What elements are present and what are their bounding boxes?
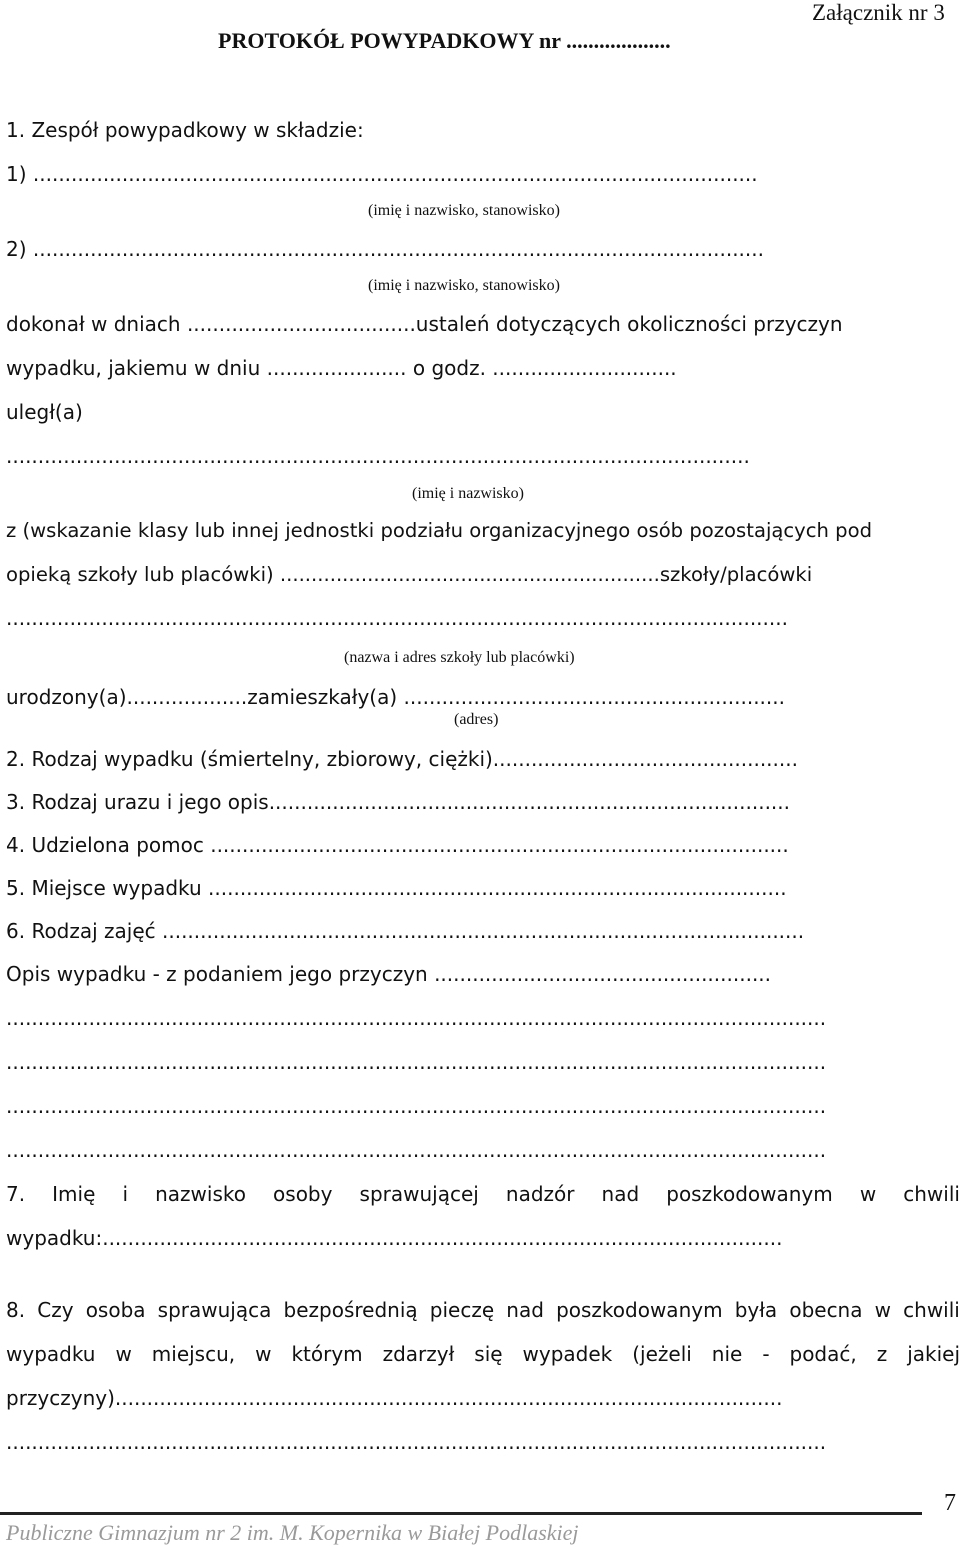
team-member-2: 2) ...................................................................................................................: [6, 237, 764, 261]
birth-line: urodzony(a)...................zamieszkały(a) ............................................................: [6, 685, 785, 709]
question-7-line-1: 7. Imię i nazwisko osoby sprawującej nadzór nad poszkodowanym w chwili: [6, 1182, 960, 1206]
footer-school-name: Publiczne Gimnazjum nr 2 im. M. Kopernika w Białej Podlaskiej: [6, 1520, 579, 1545]
team-member-1: 1) ..................................................................................................................: [6, 162, 758, 186]
protocol-title: PROTOKÓŁ POWYPADKOWY nr ...................: [218, 28, 671, 53]
item-injury-type: 3. Rodzaj urazu i jego opis..................................................................................: [6, 790, 791, 814]
school-address-caption: (nazwa i adres szkoły lub placówki): [344, 649, 575, 666]
dates-line-4: .....................................................................................................................: [6, 444, 750, 468]
item-accident-type: 2. Rodzaj wypadku (śmiertelny, zbiorowy, ciężki)................................................: [6, 747, 798, 771]
question-7-line-2: wypadku:...........................................................................................................: [6, 1226, 783, 1250]
question-8-line-3: przyczyny).........................................................................................................: [6, 1386, 783, 1410]
question-8-line-4: .................................................................................................................................: [6, 1430, 827, 1454]
footer-rule: [0, 1512, 922, 1515]
dates-line-3: uległ(a): [6, 400, 83, 424]
team-heading: 1. Zespół powypadkowy w składzie:: [6, 118, 364, 142]
victim-name-caption: (imię i nazwisko): [412, 485, 524, 502]
item-place: 5. Miejsce wypadku ...........................................................................................: [6, 876, 787, 900]
blank-line: .................................................................................................................................: [6, 1094, 827, 1118]
class-line-2: opieką szkoły lub placówki) .............................................................szkoły/placówki: [6, 563, 813, 586]
dates-line-1: dokonał w dniach ....................................ustaleń dotyczących okoliczności przyczyn: [6, 312, 843, 336]
blank-line: .................................................................................................................................: [6, 1138, 827, 1162]
question-8-line-1: 8. Czy osoba sprawująca bezpośrednią pieczę nad poszkodowanym była obecna w chwili: [6, 1298, 960, 1322]
address-caption: (adres): [454, 711, 499, 728]
team-member-2-caption: (imię i nazwisko, stanowisko): [368, 277, 560, 294]
blank-line: .................................................................................................................................: [6, 1050, 827, 1074]
class-line-1: z (wskazanie klasy lub innej jednostki podziału organizacyjnego osób pozostających pod: [6, 519, 873, 542]
team-member-1-caption: (imię i nazwisko, stanowisko): [368, 202, 560, 219]
class-line-3: ...........................................................................................................................: [6, 606, 788, 630]
item-activity-type: 6. Rodzaj zajęć .....................................................................................................: [6, 919, 805, 943]
item-description: Opis wypadku - z podaniem jego przyczyn .....................................................: [6, 962, 772, 986]
item-first-aid: 4. Udzielona pomoc ...........................................................................................: [6, 833, 789, 857]
footer-page-number: 7: [944, 1490, 956, 1516]
attachment-label: Załącznik nr 3: [812, 0, 945, 25]
blank-line: .................................................................................................................................: [6, 1006, 827, 1030]
question-8-line-2: wypadku w miejscu, w którym zdarzył się wypadek (jeżeli nie - podać, z jakiej: [6, 1342, 960, 1366]
dates-line-2: wypadku, jakiemu w dniu ...................... o godz. .............................: [6, 356, 677, 380]
